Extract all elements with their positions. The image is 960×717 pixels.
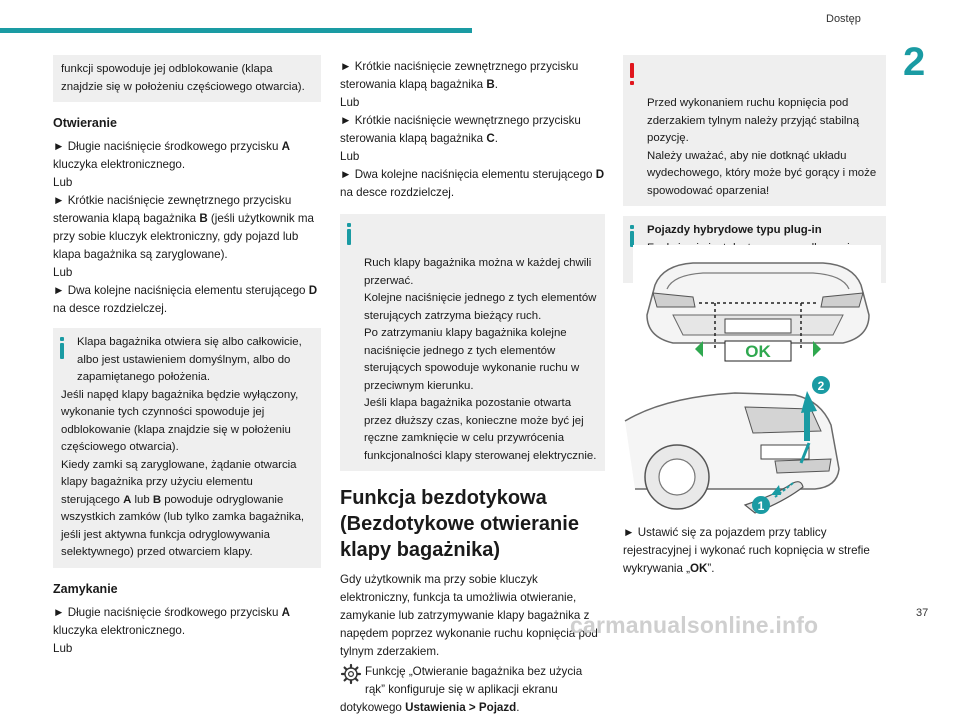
info-box-interrupt (340, 214, 605, 471)
column-middle (340, 58, 605, 717)
step-item: ► Krótkie naciśnięcie zewnętrznego przycisku sterowania klapą bagażnika B (jeśli użytkownik ma przy sobie kluczyk elektroniczny, gdy pojazd lub klapa bagażnika są zaryglowane). (53, 194, 314, 261)
info-icon (630, 225, 634, 247)
rear-bumper-detection-illustration (633, 245, 881, 365)
kick-gesture-illustration (625, 367, 857, 519)
step-item: ► Ustawić się za pojazdem przy tablicy rejestracyjnej i wykonać ruch kopnięcia w strefie wykrywania „OK”. (623, 526, 870, 575)
info-icon (347, 223, 351, 245)
column-right (623, 55, 886, 575)
opening-heading: Otwieranie (53, 116, 117, 130)
step-item: ► Dwa kolejne naciśnięcia elementu sterującego D na desce rozdzielczej. (53, 284, 318, 315)
step-or: Lub (340, 96, 360, 109)
settings-path: Ustawienia > Pojazd (405, 701, 517, 714)
section-heading: Funkcja bezdotykowa (Bezdotykowe otwieranie klapy bagażnika) (340, 487, 579, 561)
step-or: Lub (53, 266, 73, 279)
step-or: Lub (53, 641, 73, 655)
callout-2: 2 (817, 379, 825, 393)
closing-heading: Zamykanie (53, 581, 118, 596)
section-title: Dostęp (826, 13, 861, 25)
info-box (53, 328, 321, 568)
watermark: carmanualsonline.info (570, 612, 819, 638)
step-or: Lub (340, 150, 360, 163)
info-text: Klapa bagażnika otwiera się albo całkowicie, albo jest ustawieniem domyślnym, albo do zapamiętanego położenia. (77, 336, 302, 383)
page-number: 37 (916, 607, 929, 619)
info-box-continued (53, 55, 321, 102)
info-text: Kiedy zamki są zaryglowane, żądanie otwarcia klapy bagażnika przy użyciu elementu sterującego A lub B powoduje odryglowanie wszystkich zamków (lub tylko zamka bagażnika, jeśli jest aktywna funkcja odryglowywania selektywnego) przed otwarciem klapy. (61, 458, 305, 558)
ok-zone-label: OK (745, 342, 771, 361)
warning-text: Przed wykonaniem ruchu kopnięcia pod zderzakiem tylnym należy przyjąć stabilną pozycję. Należy uważać, aby nie dotknąć układu wydechowego, który może być gorący i może spowodować oparzenia! (647, 97, 877, 197)
column-left (53, 55, 321, 658)
step-item: ► Długie naciśnięcie środkowego przycisku A kluczyka elektronicznego. (53, 140, 291, 171)
steps-list (340, 58, 605, 202)
warning-icon (630, 63, 634, 85)
header-accent-bar (0, 28, 472, 33)
intro-paragraph: Gdy użytkownik ma przy sobie kluczyk elektroniczny, funkcja ta umożliwia otwieranie, zamykanie lub zatrzymywanie klapy bagażnika z napędem poprzez wykonanie ruchu kopnięcia pod tylnym zderzakiem. (340, 573, 598, 658)
step-item: ► Krótkie naciśnięcie zewnętrznego przycisku sterowania klapą bagażnika B. (340, 60, 579, 91)
chapter-number: 2 (903, 40, 926, 84)
info-text: Jeśli napęd klapy bagażnika będzie wyłączony, wykonanie tych czynności spowoduje jej odblokowanie (klapa znajdzie się w położeniu częściowego otwarcia). (61, 388, 299, 453)
settings-text: Funkcję „Otwieranie bagażnika bez użycia rąk” konfiguruje się w aplikacji ekranu dotykowego (340, 665, 583, 714)
gear-icon (340, 663, 362, 685)
warning-box (623, 55, 886, 206)
info-box-continued-text: funkcji spowoduje jej odblokowanie (klapa znajdzie się w położeniu częściowego otwarcia). (61, 63, 305, 93)
callout-1: 1 (757, 499, 765, 513)
plugin-title: Pojazdy hybrydowe typu plug-in (647, 224, 822, 236)
step-item: ► Dwa kolejne naciśnięcia elementu sterującego D na desce rozdzielczej. (340, 168, 605, 199)
info-text: Ruch klapy bagażnika można w każdej chwili przerwać. Kolejne naciśnięcie jednego z tych elementów sterujących zatrzyma bieżący ruch. Po zatrzymaniu klapy bagażnika kolejne naciśnięcie jednego z tych elementów sterujących spowoduje wykonanie ruchu w przeciwnym kierunku. Jeśli klapa bagażnika pozostanie otwarta przez dłuższy czas, konieczne może być jej ręczne zamknięcie w celu przywrócenia funkcjonalności klapy sterowanej elektrycznie. (364, 257, 597, 462)
settings-note: Funkcję „Otwieranie bagażnika bez użycia rąk” konfiguruje się w aplikacji ekranu dotykowego Ustawienia > Pojazd. (340, 665, 583, 714)
step-item: ► Krótkie naciśnięcie wewnętrznego przycisku sterowania klapą bagażnika C. (340, 114, 581, 145)
info-icon (60, 337, 64, 359)
step-item: ► Długie naciśnięcie środkowego przycisku A kluczyka elektronicznego. (53, 605, 291, 637)
opening-steps (53, 138, 321, 318)
step-or: Lub (53, 176, 73, 189)
